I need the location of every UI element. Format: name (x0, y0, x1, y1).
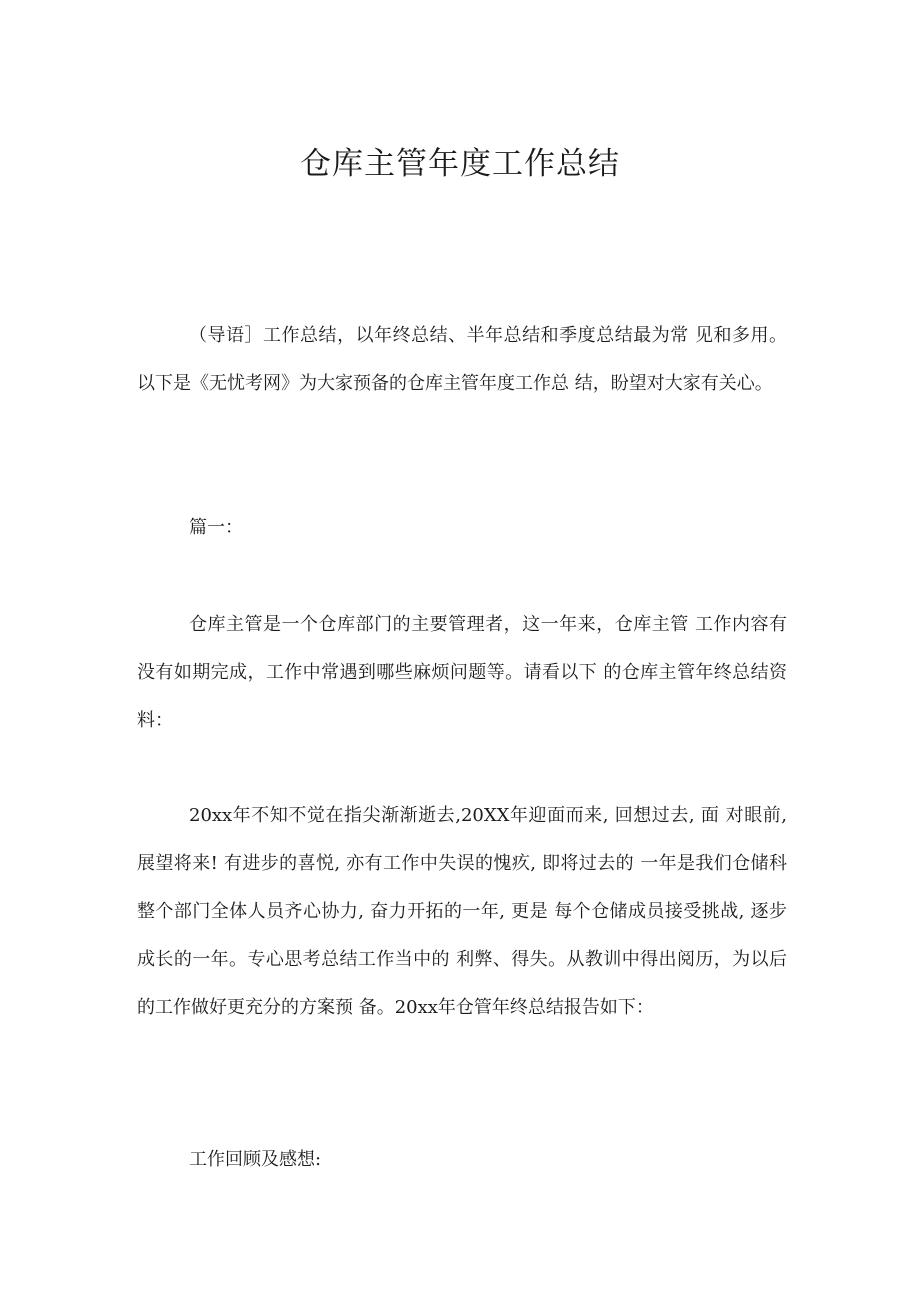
intro-paragraph: （导语］工作总结，以年终总结、半年总结和季度总结最为常 见和多用。以下是《无忧考网》为大家预备的仓库主管年度工作总 结，盼望对大家有关心。 (137, 325, 787, 394)
body-paragraph-2: 20xx年不知不觉在指尖渐渐逝去,20XX年迎面而来, 回想过去, 面 对眼前, 展望将来! 有进步的喜悦, 亦有工作中失误的愧疚, 即将过去的 一年是我们仓储科整个部门全体人员齐心协力, 奋力开拓的一年, 更是 每个仓储成员接受挑战, 逐步成长的一年。专心思考总结工作当中的 利弊、得失。从教训中得出阅历，为以后的工作做好更充分的方案预 备。20xx年仓管年终总结报告如下： (137, 805, 787, 1018)
body-paragraph-1: 仓库主管是一个仓库部门的主要管理者，这一年来，仓库主管 工作内容有没有如期完成，工作中常遇到哪些麻烦问题等。请看以下 的仓库主管年终总结资料： (137, 614, 787, 731)
subheading: 工作回顾及感想: (189, 1149, 322, 1170)
section-heading: 篇一： (189, 517, 243, 538)
document-title: 仓库主管年度工作总结 (300, 146, 620, 182)
